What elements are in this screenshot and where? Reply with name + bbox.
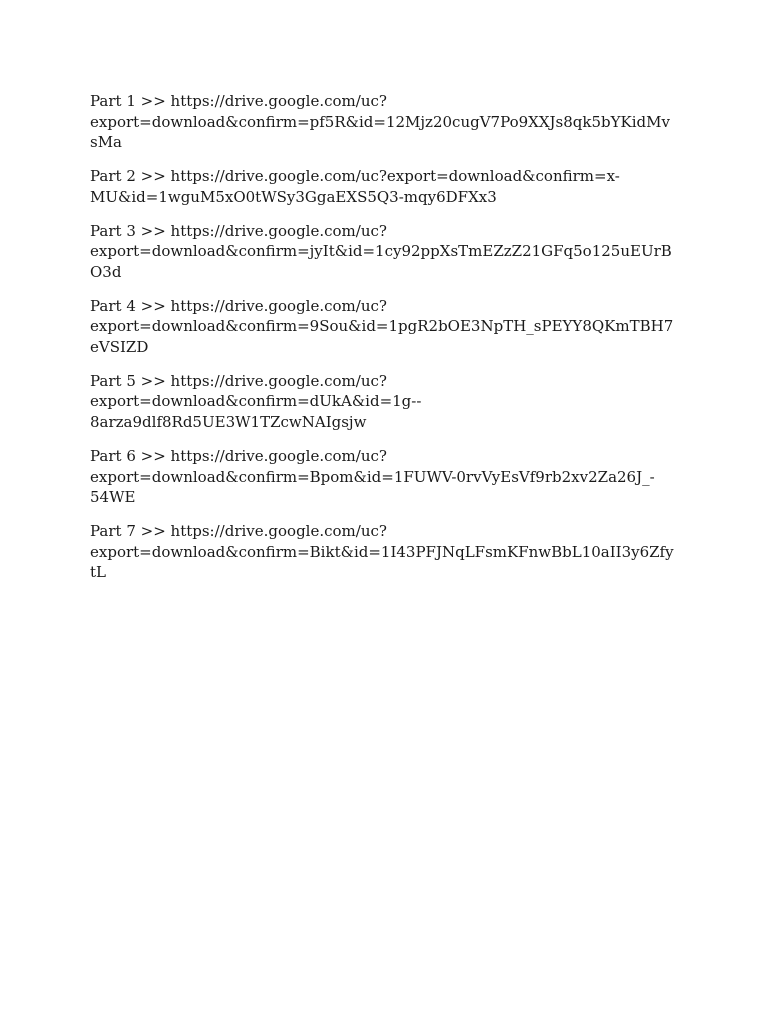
part-1-link-text: Part 1 >> https://drive.google.com/uc? export=download&confirm=pf5R&id=12Mjz20cugV7Po9XXJs8qk5bYKidMv sMa — [90, 92, 670, 152]
part-2-link-text: Part 2 >> https://drive.google.com/uc?export=download&confirm=x- MU&id=1wguM5xO0tWSy3GgaEXS5Q3-mqy6DFXx3 — [90, 167, 620, 206]
part-6-link-text: Part 6 >> https://drive.google.com/uc? export=download&confirm=Bpom&id=1FUWV-0rvVyEsVf9rb2xv2Za26J_- 54WE — [90, 446, 655, 507]
document-body — [90, 91, 680, 596]
part-5-link-text: Part 5 >> https://drive.google.com/uc? export=download&confirm=dUkA&id=1g-- 8arza9dlf8Rd5UE3W1TZcwNAIgsjw — [90, 371, 422, 432]
part-3-link-text: Part 3 >> https://drive.google.com/uc? export=download&confirm=jyIt&id=1cy92ppXsTmEZzZ21GFq5o125uEUrB O3d — [90, 221, 672, 281]
part-7-link-text: Part 7 >> https://drive.google.com/uc? export=download&confirm=Bikt&id=1I43PFJNqLFsmKFnwBbL10aII3y6Zfy tL — [90, 521, 674, 582]
part-4-link-text: Part 4 >> https://drive.google.com/uc? export=download&confirm=9Sou&id=1pgR2bOE3NpTH_sPEYY8QKmTBH7 eVSIZD — [90, 296, 674, 357]
